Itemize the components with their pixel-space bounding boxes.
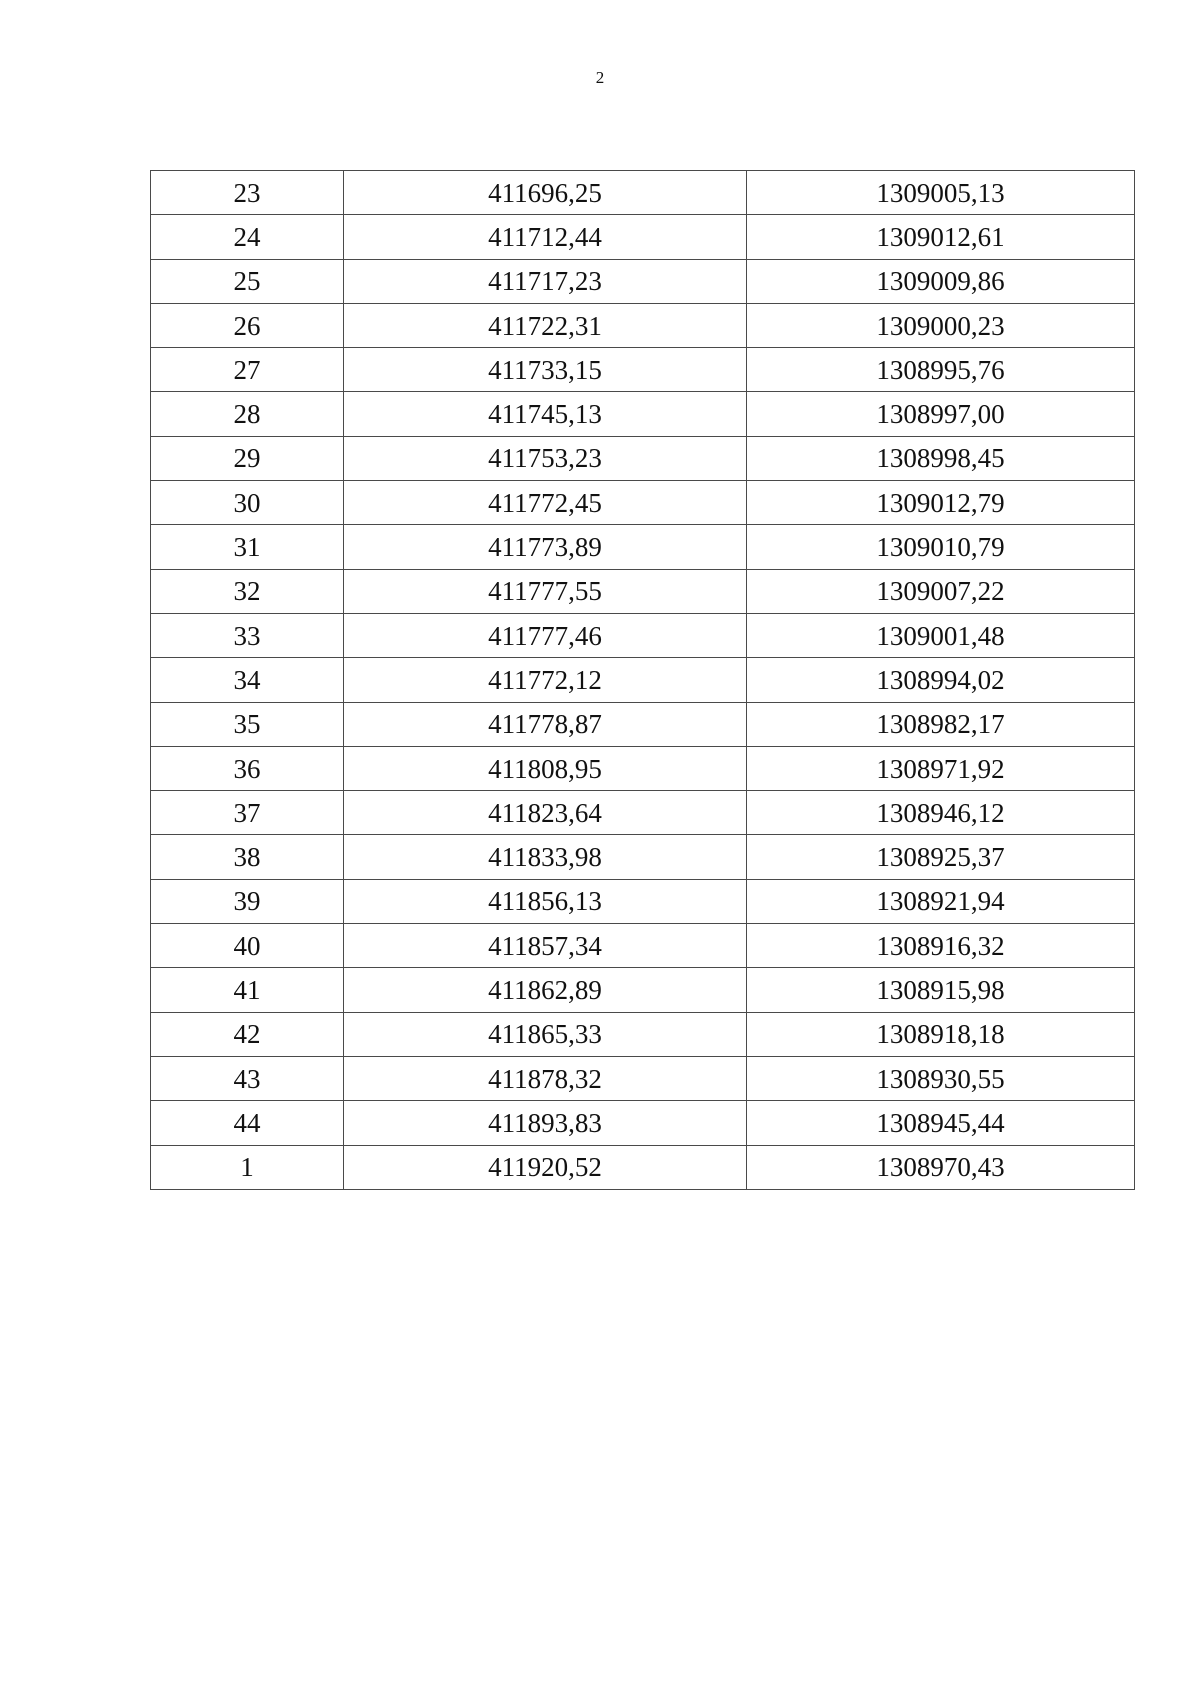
x-coordinate-cell: 411722,31 <box>344 303 747 347</box>
y-coordinate-cell: 1308994,02 <box>747 658 1135 702</box>
table-row <box>151 1012 1135 1056</box>
x-coordinate-cell: 411833,98 <box>344 835 747 879</box>
x-coordinate-cell: 411773,89 <box>344 525 747 569</box>
table-row <box>151 968 1135 1012</box>
table-row <box>151 613 1135 657</box>
point-number-cell: 25 <box>151 259 344 303</box>
table-row <box>151 1101 1135 1145</box>
table-row <box>151 348 1135 392</box>
x-coordinate-cell: 411745,13 <box>344 392 747 436</box>
y-coordinate-cell: 1308998,45 <box>747 436 1135 480</box>
point-number-cell: 40 <box>151 924 344 968</box>
y-coordinate-cell: 1309010,79 <box>747 525 1135 569</box>
point-number-cell: 26 <box>151 303 344 347</box>
x-coordinate-cell: 411717,23 <box>344 259 747 303</box>
x-coordinate-cell: 411696,25 <box>344 171 747 215</box>
y-coordinate-cell: 1308921,94 <box>747 879 1135 923</box>
x-coordinate-cell: 411808,95 <box>344 746 747 790</box>
y-coordinate-cell: 1308982,17 <box>747 702 1135 746</box>
table-row <box>151 791 1135 835</box>
point-number-cell: 37 <box>151 791 344 835</box>
point-number-cell: 36 <box>151 746 344 790</box>
coordinates-table <box>150 170 1135 1190</box>
x-coordinate-cell: 411865,33 <box>344 1012 747 1056</box>
y-coordinate-cell: 1309007,22 <box>747 569 1135 613</box>
x-coordinate-cell: 411733,15 <box>344 348 747 392</box>
y-coordinate-cell: 1308916,32 <box>747 924 1135 968</box>
y-coordinate-cell: 1308971,92 <box>747 746 1135 790</box>
point-number-cell: 30 <box>151 481 344 525</box>
y-coordinate-cell: 1309012,61 <box>747 215 1135 259</box>
point-number-cell: 38 <box>151 835 344 879</box>
table-row <box>151 702 1135 746</box>
table-row <box>151 303 1135 347</box>
x-coordinate-cell: 411778,87 <box>344 702 747 746</box>
table-row <box>151 392 1135 436</box>
table-row <box>151 746 1135 790</box>
x-coordinate-cell: 411772,45 <box>344 481 747 525</box>
x-coordinate-cell: 411920,52 <box>344 1145 747 1189</box>
x-coordinate-cell: 411777,55 <box>344 569 747 613</box>
table-row <box>151 1056 1135 1100</box>
x-coordinate-cell: 411777,46 <box>344 613 747 657</box>
y-coordinate-cell: 1308946,12 <box>747 791 1135 835</box>
x-coordinate-cell: 411753,23 <box>344 436 747 480</box>
point-number-cell: 29 <box>151 436 344 480</box>
table-row <box>151 569 1135 613</box>
point-number-cell: 33 <box>151 613 344 657</box>
point-number-cell: 32 <box>151 569 344 613</box>
coordinates-table-body <box>151 171 1135 1190</box>
table-row <box>151 171 1135 215</box>
x-coordinate-cell: 411856,13 <box>344 879 747 923</box>
table-row <box>151 481 1135 525</box>
page-number: 2 <box>595 68 605 87</box>
y-coordinate-cell: 1308995,76 <box>747 348 1135 392</box>
table-row <box>151 924 1135 968</box>
point-number-cell: 23 <box>151 171 344 215</box>
table-row <box>151 879 1135 923</box>
table-row <box>151 1145 1135 1189</box>
point-number-cell: 39 <box>151 879 344 923</box>
x-coordinate-cell: 411862,89 <box>344 968 747 1012</box>
y-coordinate-cell: 1308918,18 <box>747 1012 1135 1056</box>
y-coordinate-cell: 1309012,79 <box>747 481 1135 525</box>
table-row <box>151 525 1135 569</box>
point-number-cell: 42 <box>151 1012 344 1056</box>
table-row <box>151 215 1135 259</box>
x-coordinate-cell: 411857,34 <box>344 924 747 968</box>
y-coordinate-cell: 1309009,86 <box>747 259 1135 303</box>
point-number-cell: 41 <box>151 968 344 1012</box>
x-coordinate-cell: 411823,64 <box>344 791 747 835</box>
y-coordinate-cell: 1308997,00 <box>747 392 1135 436</box>
x-coordinate-cell: 411772,12 <box>344 658 747 702</box>
point-number-cell: 44 <box>151 1101 344 1145</box>
table-row <box>151 436 1135 480</box>
y-coordinate-cell: 1309001,48 <box>747 613 1135 657</box>
point-number-cell: 34 <box>151 658 344 702</box>
point-number-cell: 43 <box>151 1056 344 1100</box>
point-number-cell: 31 <box>151 525 344 569</box>
x-coordinate-cell: 411878,32 <box>344 1056 747 1100</box>
y-coordinate-cell: 1308925,37 <box>747 835 1135 879</box>
y-coordinate-cell: 1308945,44 <box>747 1101 1135 1145</box>
table-row <box>151 658 1135 702</box>
table-row <box>151 259 1135 303</box>
y-coordinate-cell: 1309005,13 <box>747 171 1135 215</box>
point-number-cell: 28 <box>151 392 344 436</box>
y-coordinate-cell: 1309000,23 <box>747 303 1135 347</box>
point-number-cell: 1 <box>151 1145 344 1189</box>
table-row <box>151 835 1135 879</box>
y-coordinate-cell: 1308970,43 <box>747 1145 1135 1189</box>
x-coordinate-cell: 411712,44 <box>344 215 747 259</box>
point-number-cell: 24 <box>151 215 344 259</box>
y-coordinate-cell: 1308930,55 <box>747 1056 1135 1100</box>
y-coordinate-cell: 1308915,98 <box>747 968 1135 1012</box>
x-coordinate-cell: 411893,83 <box>344 1101 747 1145</box>
point-number-cell: 27 <box>151 348 344 392</box>
point-number-cell: 35 <box>151 702 344 746</box>
